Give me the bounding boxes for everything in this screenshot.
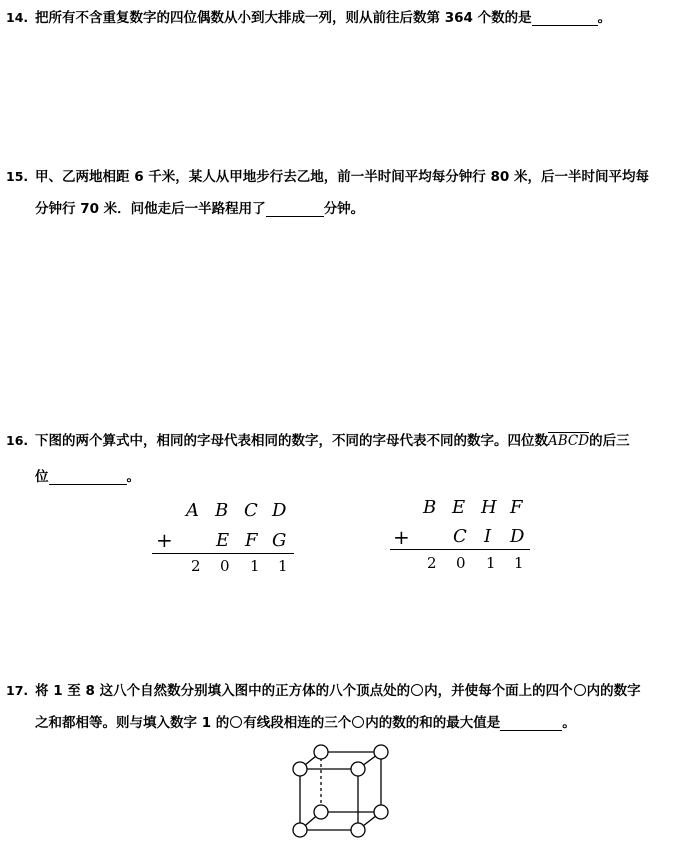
question-number: 14.	[6, 10, 29, 25]
eq2-result-digit: 1	[514, 554, 524, 572]
question-line-1: 甲、乙两地相距 6 千米，某人从甲地步行去乙地，前一半时间平均每分钟行 80 米，后一半时间平均每	[35, 169, 649, 185]
question-text	[35, 2, 611, 34]
circle-icon	[574, 684, 586, 696]
vertex-circle[interactable]	[293, 762, 307, 776]
question-text-part: 将 1 至 8 这八个自然数分别填入图中的正方体的八个顶点处的	[35, 683, 411, 699]
eq2-bottom-digit: I	[484, 526, 492, 547]
eq1-result-digit: 2	[191, 557, 201, 575]
circle-icon	[352, 716, 364, 728]
eq1-bottom-digit: G	[272, 530, 287, 551]
question-number: 15.	[6, 169, 29, 184]
eq1-top-digit: B	[215, 500, 229, 521]
eq1-top-digit: C	[244, 500, 258, 521]
question-line-2	[35, 461, 140, 493]
eq1-result-digit: 0	[220, 557, 230, 575]
overlined-number: ABCD	[548, 433, 590, 449]
question-text-part: 内的数的和的最大值是	[365, 715, 501, 731]
question-text-part: 之和都相等。则与填入数字 1 的	[35, 715, 230, 731]
question-number: 16.	[6, 433, 29, 448]
question-punctuation: 。	[597, 10, 612, 26]
question-text-part: 位	[35, 469, 49, 485]
answer-blank[interactable]	[49, 466, 127, 485]
vertex-circle[interactable]	[351, 762, 365, 776]
eq2-top-digit: F	[510, 497, 523, 518]
eq2-bottom-digit: C	[453, 526, 467, 547]
question-line-2	[35, 707, 576, 739]
question-line-1	[35, 675, 641, 707]
sum-line	[390, 549, 530, 550]
eq2-bottom-digit: D	[510, 526, 525, 547]
answer-blank[interactable]	[266, 198, 324, 217]
answer-blank[interactable]	[500, 712, 562, 731]
question-text-part: 。	[126, 469, 140, 485]
question-text-part: 的后三	[589, 433, 630, 449]
cube-diagram	[290, 744, 390, 840]
plus-sign: +	[156, 528, 173, 552]
eq1-top-digit: A	[186, 500, 199, 521]
question-text-part: 分钟行 70 米．问他走后一半路程用了	[35, 201, 266, 217]
circle-icon	[411, 684, 423, 696]
vertex-circle[interactable]	[351, 823, 365, 837]
question-number: 17.	[6, 683, 29, 698]
eq2-result-digit: 0	[456, 554, 466, 572]
eq1-top-digit: D	[272, 500, 287, 521]
answer-blank[interactable]	[532, 7, 598, 26]
vertex-circle[interactable]	[314, 805, 328, 819]
plus-sign: +	[393, 525, 410, 549]
vertex-circle[interactable]	[374, 745, 388, 759]
question-line-2	[35, 193, 364, 225]
circle-icon	[230, 716, 242, 728]
question-text-part: 。	[562, 715, 576, 731]
eq2-top-digit: E	[452, 497, 466, 518]
question-text-part: 下图的两个算式中，相同的字母代表相同的数字，不同的字母代表不同的数字。四位数	[35, 433, 548, 449]
question-text-body: 把所有不含重复数字的四位偶数从小到大排成一列，则从前往后数第 364 个数的是	[35, 10, 532, 26]
question-text-part: 分钟。	[323, 201, 365, 217]
question-text-part: 内的数字	[586, 683, 641, 699]
question-text-part: 有线段相连的三个	[243, 715, 352, 731]
eq2-top-digit: H	[481, 497, 497, 518]
vertex-circle[interactable]	[293, 823, 307, 837]
question-text-part: 内，并使每个面上的四个	[424, 683, 573, 699]
eq1-bottom-digit: E	[216, 530, 230, 551]
vertex-circle[interactable]	[314, 745, 328, 759]
vertex-circle[interactable]	[374, 805, 388, 819]
eq2-top-digit: B	[423, 497, 437, 518]
eq1-result-digit: 1	[278, 557, 288, 575]
question-line-1	[35, 425, 630, 457]
eq1-bottom-digit: F	[245, 530, 258, 551]
eq1-result-digit: 1	[250, 557, 260, 575]
eq2-result-digit: 2	[427, 554, 437, 572]
sum-line	[152, 553, 294, 554]
eq2-result-digit: 1	[486, 554, 496, 572]
